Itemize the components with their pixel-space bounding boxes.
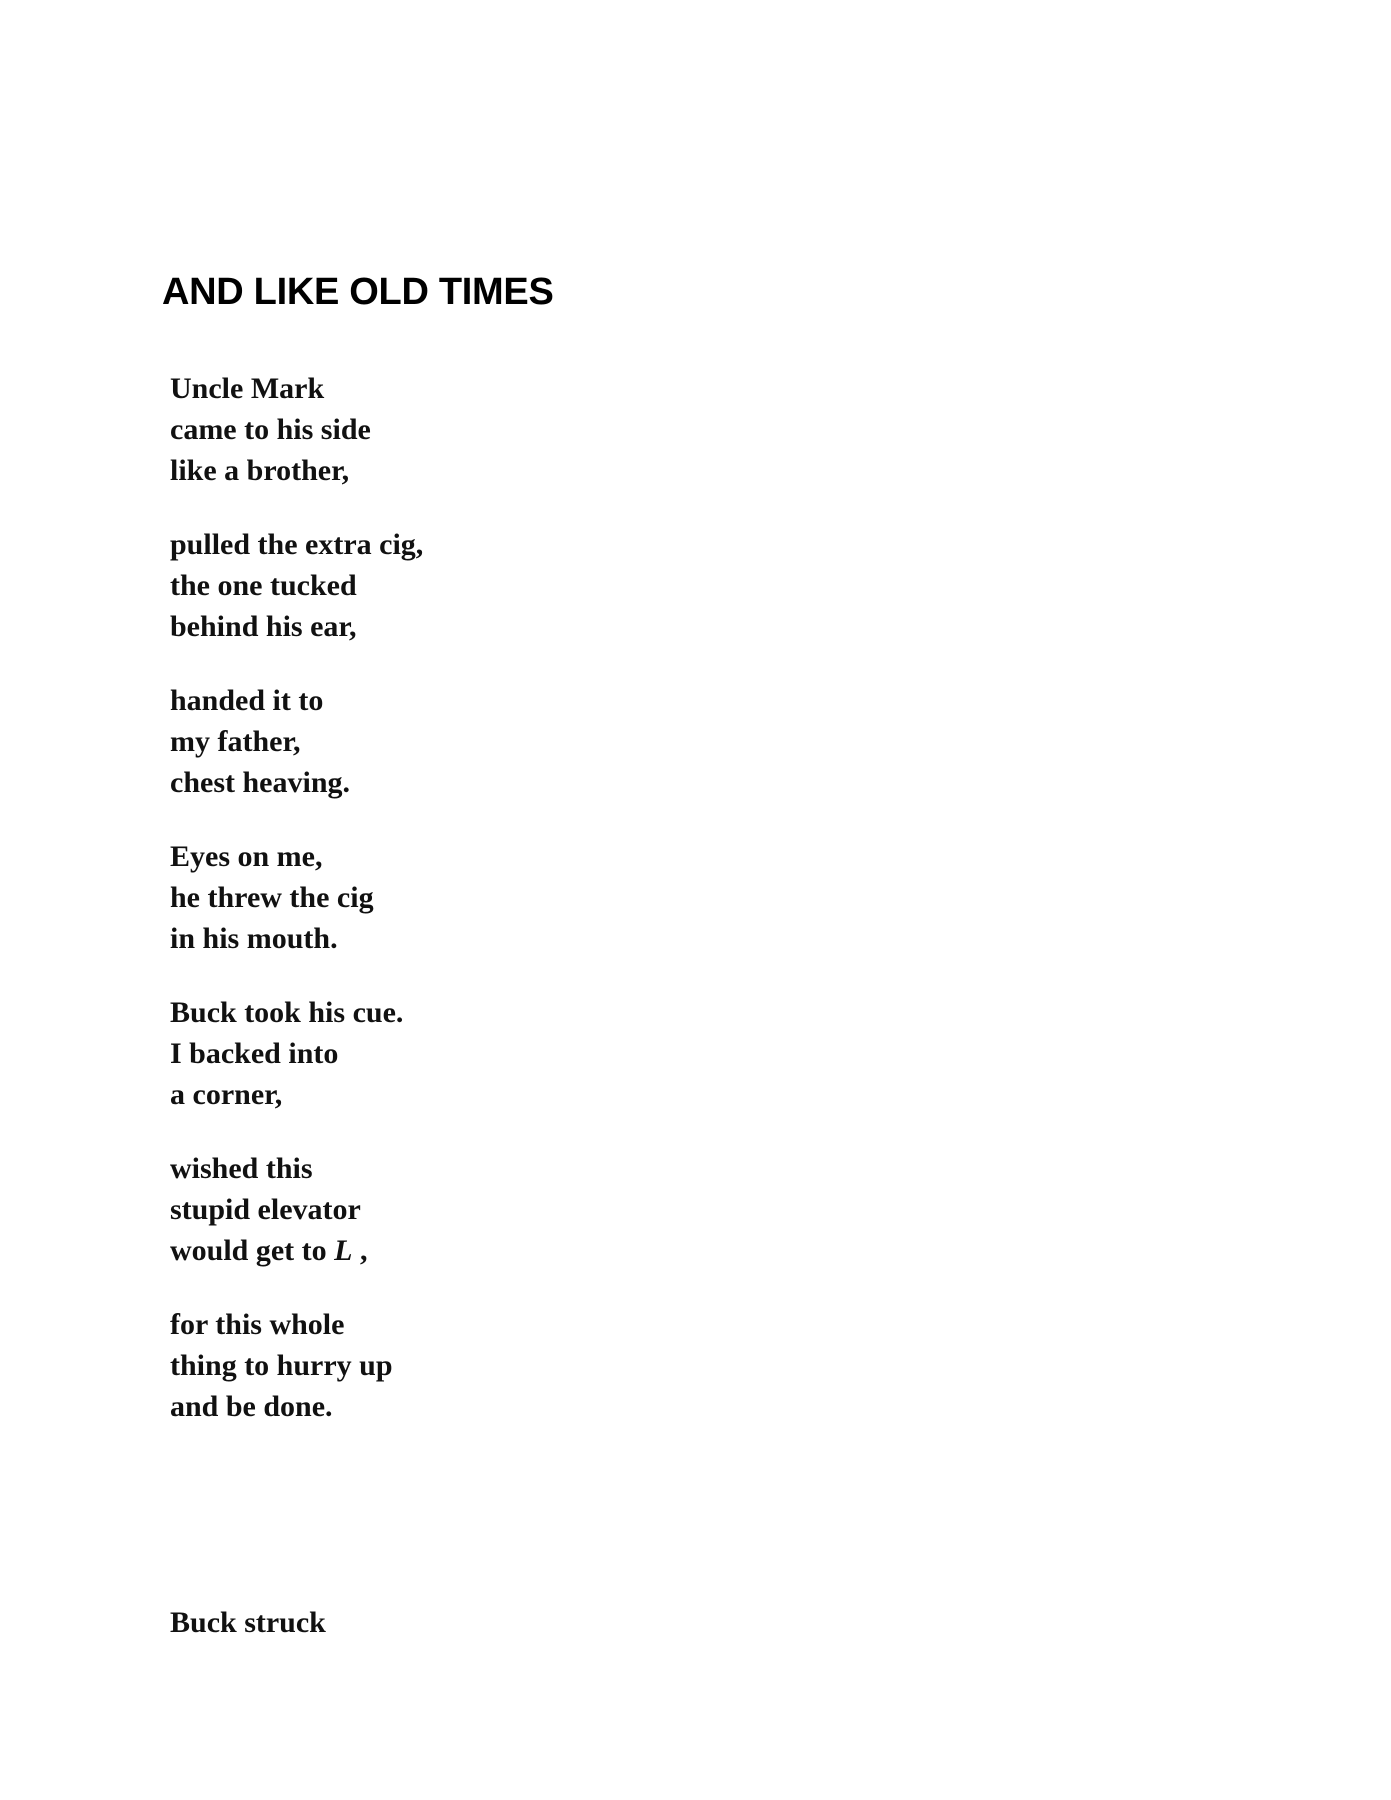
- poem-line: and be done.: [170, 1390, 333, 1423]
- poem-line: for this whole: [170, 1308, 345, 1341]
- poem-line: Eyes on me,: [170, 840, 323, 873]
- poem-line: Buck struck: [170, 1606, 326, 1639]
- section-gap: [170, 1460, 423, 1602]
- poem-line: stupid elevator: [170, 1193, 361, 1226]
- poem-line: wished this: [170, 1152, 313, 1185]
- poem-title: AND LIKE OLD TIMES: [162, 271, 554, 313]
- poem-line-punctuation: ,: [352, 1234, 368, 1267]
- stanza-5: [170, 992, 423, 1115]
- poem-line: he threw the cig: [170, 881, 374, 914]
- poem-line: chest heaving.: [170, 766, 350, 799]
- poem-line: thing to hurry up: [170, 1349, 393, 1382]
- stanza-2: [170, 524, 423, 647]
- stanza-3: [170, 680, 423, 803]
- poem-line: like a brother,: [170, 454, 350, 487]
- poem-line: behind his ear,: [170, 610, 357, 643]
- stanza-1: [170, 368, 423, 491]
- stanza-7: [170, 1304, 423, 1427]
- poem-line: [170, 1230, 423, 1271]
- poem-line: Buck took his cue.: [170, 996, 404, 1029]
- poem-line: the one tucked: [170, 569, 357, 602]
- italic-letter: L: [334, 1234, 353, 1267]
- poem-line: pulled the extra cig,: [170, 528, 424, 561]
- stanza-4: [170, 836, 423, 959]
- poem-line: Uncle Mark: [170, 372, 325, 405]
- poem-line-text: would get to: [170, 1234, 335, 1267]
- poem-line: a corner,: [170, 1078, 283, 1111]
- poem-line: my father,: [170, 725, 301, 758]
- poem-line: came to his side: [170, 413, 371, 446]
- stanza-final: [170, 1602, 423, 1643]
- poem-body: [170, 368, 423, 1676]
- poem-line: I backed into: [170, 1037, 339, 1070]
- stanza-6: [170, 1148, 423, 1271]
- poem-line: in his mouth.: [170, 922, 338, 955]
- poem-line: handed it to: [170, 684, 324, 717]
